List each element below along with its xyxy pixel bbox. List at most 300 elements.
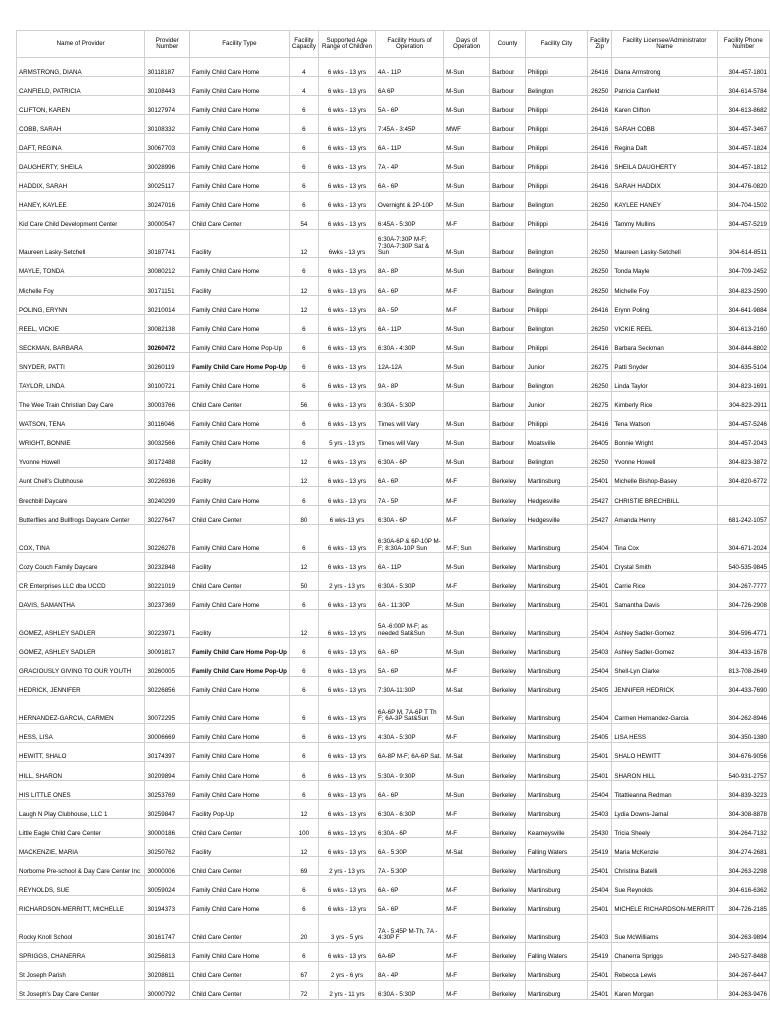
cell-licensee: Karen Clifton bbox=[612, 96, 717, 115]
cell-capacity: 6 bbox=[289, 315, 318, 334]
cell-zip: 26416 bbox=[588, 296, 612, 315]
cell-days: M-Sun bbox=[444, 761, 490, 780]
cell-days: M-Sun bbox=[444, 191, 490, 210]
cell-capacity: 4 bbox=[289, 58, 318, 77]
cell-provider-number: 30000186 bbox=[145, 819, 190, 838]
cell-days: M-F bbox=[444, 723, 490, 742]
cell-capacity: 6 bbox=[289, 876, 318, 895]
cell-provider-name: Kid Care Child Development Center bbox=[17, 210, 145, 229]
cell-days: M-Sun bbox=[444, 781, 490, 800]
cell-hours: Times will Vary bbox=[376, 410, 444, 429]
cell-zip: 25401 bbox=[588, 761, 612, 780]
cell-capacity: 12 bbox=[289, 448, 318, 467]
cell-days: M-Sun bbox=[444, 153, 490, 172]
cell-licensee: Sue Reynolds bbox=[612, 876, 717, 895]
cell-hours: 6:30A - 6P bbox=[376, 819, 444, 838]
cell-phone: 304-264-7132 bbox=[717, 819, 769, 838]
cell-facility-type: Family Child Care Home Pop-Up bbox=[189, 657, 289, 676]
table-row bbox=[17, 591, 770, 610]
cell-capacity: 6 bbox=[289, 353, 318, 372]
cell-phone: 304-263-9476 bbox=[717, 980, 769, 999]
cell-facility-type: Family Child Care Home bbox=[189, 761, 289, 780]
cell-provider-number: 30000547 bbox=[145, 210, 190, 229]
cell-provider-number: 30072295 bbox=[145, 695, 190, 723]
cell-provider-number: 30260119 bbox=[145, 353, 190, 372]
cell-hours: 6:30A - 6:30P bbox=[376, 800, 444, 819]
cell-city: Martinsburg bbox=[525, 742, 587, 761]
cell-county: Berkeley bbox=[490, 838, 526, 857]
cell-licensee: Shell-Lyn Clarke bbox=[612, 657, 717, 676]
table-row bbox=[17, 819, 770, 838]
cell-facility-type: Family Child Care Home bbox=[189, 134, 289, 153]
cell-provider-number: 30116046 bbox=[145, 410, 190, 429]
cell-capacity: 6 bbox=[289, 134, 318, 153]
cell-provider-number: 30227647 bbox=[145, 506, 190, 525]
cell-city: Belington bbox=[525, 257, 587, 276]
cell-hours: 6A - 6P bbox=[376, 276, 444, 295]
cell-licensee: Lydia Downs-Jamal bbox=[612, 800, 717, 819]
cell-licensee: Tina Cox bbox=[612, 525, 717, 553]
cell-city: Martinsburg bbox=[525, 657, 587, 676]
cell-facility-type: Child Care Center bbox=[189, 572, 289, 591]
cell-provider-number: 30260472 bbox=[145, 334, 190, 353]
col-header-provider-number: Provider Number bbox=[145, 31, 190, 58]
cell-provider-name: GOMEZ, ASHLEY SADLER bbox=[17, 638, 145, 657]
col-header-hours: Facility Hours of Operation bbox=[376, 31, 444, 58]
cell-facility-type: Child Care Center bbox=[189, 914, 289, 942]
cell-licensee: Tonda Mayle bbox=[612, 257, 717, 276]
cell-capacity: 67 bbox=[289, 961, 318, 980]
cell-licensee: Regina Daft bbox=[612, 134, 717, 153]
cell-hours: 6:30A - 4:30P bbox=[376, 334, 444, 353]
cell-city: Philippi bbox=[525, 134, 587, 153]
cell-city: Martinsburg bbox=[525, 761, 587, 780]
cell-age-range: 6 wks - 13 yrs bbox=[318, 695, 375, 723]
cell-capacity: 6 bbox=[289, 410, 318, 429]
cell-city: Martinsburg bbox=[525, 638, 587, 657]
cell-phone: 304-274-2681 bbox=[717, 838, 769, 857]
table-row bbox=[17, 638, 770, 657]
cell-hours: 6A - 11P bbox=[376, 315, 444, 334]
cell-provider-number: 30000006 bbox=[145, 857, 190, 876]
cell-provider-number: 30003766 bbox=[145, 391, 190, 410]
cell-zip: 25403 bbox=[588, 800, 612, 819]
cell-phone: 304-844-8802 bbox=[717, 334, 769, 353]
table-row bbox=[17, 742, 770, 761]
cell-capacity: 6 bbox=[289, 191, 318, 210]
cell-hours: 6:30A - 5:30P bbox=[376, 391, 444, 410]
cell-licensee: LISA HESS bbox=[612, 723, 717, 742]
table-row bbox=[17, 800, 770, 819]
cell-age-range: 6 wks - 13 yrs bbox=[318, 591, 375, 610]
cell-county: Berkeley bbox=[490, 506, 526, 525]
cell-capacity: 80 bbox=[289, 506, 318, 525]
cell-days: M-Sun bbox=[444, 448, 490, 467]
cell-provider-number: 30223971 bbox=[145, 610, 190, 638]
cell-days: M-Sun bbox=[444, 610, 490, 638]
cell-licensee: SHEILA DAUGHERTY bbox=[612, 153, 717, 172]
cell-phone: 304-267-6447 bbox=[717, 961, 769, 980]
cell-zip: 25401 bbox=[588, 961, 612, 980]
cell-phone: 304-823-3872 bbox=[717, 448, 769, 467]
cell-city: Martinsburg bbox=[525, 800, 587, 819]
cell-age-range: 6 wks - 13 yrs bbox=[318, 58, 375, 77]
cell-facility-type: Family Child Care Home bbox=[189, 591, 289, 610]
cell-age-range: 6 wks-13 yrs bbox=[318, 506, 375, 525]
cell-days: M-F bbox=[444, 942, 490, 961]
cell-city: Martinsburg bbox=[525, 591, 587, 610]
cell-hours: 7:45A - 3:45P bbox=[376, 115, 444, 134]
cell-provider-number: 30260005 bbox=[145, 657, 190, 676]
cell-provider-name: Laugh N Play Clubhouse, LLC 1 bbox=[17, 800, 145, 819]
cell-facility-type: Family Child Care Home bbox=[189, 315, 289, 334]
cell-county: Berkeley bbox=[490, 657, 526, 676]
cell-county: Berkeley bbox=[490, 553, 526, 572]
cell-provider-number: 30032566 bbox=[145, 429, 190, 448]
col-header-licensee: Facility Licensee/Administrator Name bbox=[612, 31, 717, 58]
cell-licensee: Amanda Henry bbox=[612, 506, 717, 525]
cell-capacity: 12 bbox=[289, 276, 318, 295]
cell-provider-number: 30187741 bbox=[145, 229, 190, 257]
cell-city: Kearneysville bbox=[525, 819, 587, 838]
cell-licensee: SHALO HEWITT bbox=[612, 742, 717, 761]
cell-provider-name: POLING, ERYNN bbox=[17, 296, 145, 315]
cell-provider-name: CANFIELD, PATRICIA bbox=[17, 77, 145, 96]
table-row bbox=[17, 191, 770, 210]
cell-hours: 6A - 5:30P bbox=[376, 838, 444, 857]
cell-days: M-F bbox=[444, 467, 490, 486]
cell-licensee: Titattieanna Redman bbox=[612, 781, 717, 800]
cell-zip: 25401 bbox=[588, 980, 612, 999]
table-row bbox=[17, 857, 770, 876]
table-row bbox=[17, 942, 770, 961]
cell-age-range: 6 wks - 13 yrs bbox=[318, 191, 375, 210]
table-row bbox=[17, 980, 770, 999]
cell-county: Barbour bbox=[490, 372, 526, 391]
cell-age-range: 6 wks - 13 yrs bbox=[318, 115, 375, 134]
cell-capacity: 54 bbox=[289, 210, 318, 229]
cell-county: Berkeley bbox=[490, 914, 526, 942]
cell-days: M-Sun bbox=[444, 96, 490, 115]
table-row bbox=[17, 761, 770, 780]
cell-hours: 8A - 5P bbox=[376, 296, 444, 315]
cell-provider-number: 30208611 bbox=[145, 961, 190, 980]
cell-facility-type: Family Child Care Home Pop-Up bbox=[189, 353, 289, 372]
cell-county: Barbour bbox=[490, 429, 526, 448]
cell-zip: 26416 bbox=[588, 153, 612, 172]
cell-provider-name: The Wee Train Christian Day Care bbox=[17, 391, 145, 410]
table-row bbox=[17, 895, 770, 914]
cell-phone: 540-535-9845 bbox=[717, 553, 769, 572]
cell-city: Philippi bbox=[525, 172, 587, 191]
cell-zip: 25401 bbox=[588, 857, 612, 876]
cell-capacity: 6 bbox=[289, 486, 318, 505]
cell-age-range: 6 wks - 13 yrs bbox=[318, 895, 375, 914]
cell-capacity: 6 bbox=[289, 334, 318, 353]
cell-city: Philippi bbox=[525, 153, 587, 172]
cell-licensee: Ashley Sadler-Gomez bbox=[612, 638, 717, 657]
cell-provider-number: 30250762 bbox=[145, 838, 190, 857]
cell-zip: 26250 bbox=[588, 191, 612, 210]
cell-hours: 6A - 6P bbox=[376, 467, 444, 486]
cell-county: Barbour bbox=[490, 257, 526, 276]
table-row bbox=[17, 77, 770, 96]
cell-phone bbox=[717, 486, 769, 505]
cell-phone: 304-263-2298 bbox=[717, 857, 769, 876]
cell-facility-type: Family Child Care Home bbox=[189, 58, 289, 77]
cell-facility-type: Family Child Care Home bbox=[189, 742, 289, 761]
cell-age-range: 6 wks - 13 yrs bbox=[318, 172, 375, 191]
cell-provider-number: 30221019 bbox=[145, 572, 190, 591]
cell-licensee: SARAH HADDIX bbox=[612, 172, 717, 191]
cell-hours: 6A 6P bbox=[376, 77, 444, 96]
cell-city: Martinsburg bbox=[525, 723, 587, 742]
cell-age-range: 6 wks - 13 yrs bbox=[318, 676, 375, 695]
cell-licensee: Crystal Smith bbox=[612, 553, 717, 572]
cell-zip: 26416 bbox=[588, 58, 612, 77]
cell-county: Berkeley bbox=[490, 525, 526, 553]
cell-facility-type: Child Care Center bbox=[189, 961, 289, 980]
table-row bbox=[17, 838, 770, 857]
cell-days: M-Sun bbox=[444, 134, 490, 153]
cell-county: Barbour bbox=[490, 191, 526, 210]
cell-days: M-F bbox=[444, 895, 490, 914]
cell-provider-number: 30059024 bbox=[145, 876, 190, 895]
cell-hours: 6A-8P M-F; 6A-6P Sat. bbox=[376, 742, 444, 761]
cell-days: M-Sun bbox=[444, 638, 490, 657]
cell-provider-name: DAVIS, SAMANTHA bbox=[17, 591, 145, 610]
cell-capacity: 6 bbox=[289, 525, 318, 553]
table-row bbox=[17, 372, 770, 391]
cell-capacity: 6 bbox=[289, 153, 318, 172]
cell-licensee: Rebecca Lewis bbox=[612, 961, 717, 980]
cell-zip: 25405 bbox=[588, 676, 612, 695]
cell-provider-name: HANEY, KAYLEE bbox=[17, 191, 145, 210]
cell-county: Berkeley bbox=[490, 723, 526, 742]
cell-provider-name: COX, TINA bbox=[17, 525, 145, 553]
cell-facility-type: Family Child Care Home bbox=[189, 723, 289, 742]
cell-phone: 304-457-1801 bbox=[717, 58, 769, 77]
cell-city: Belington bbox=[525, 315, 587, 334]
cell-phone: 304-476-0820 bbox=[717, 172, 769, 191]
cell-days: M-Sun bbox=[444, 553, 490, 572]
cell-provider-name: DAFT, REGINA bbox=[17, 134, 145, 153]
cell-licensee: Patricia Canfield bbox=[612, 77, 717, 96]
cell-age-range: 6 wks - 13 yrs bbox=[318, 296, 375, 315]
cell-provider-number: 30174397 bbox=[145, 742, 190, 761]
cell-zip: 26250 bbox=[588, 77, 612, 96]
table-row bbox=[17, 525, 770, 553]
cell-facility-type: Facility bbox=[189, 229, 289, 257]
cell-provider-name: HERNANDEZ-GARCIA, CARMEN bbox=[17, 695, 145, 723]
col-header-city: Facility City bbox=[525, 31, 587, 58]
cell-provider-number: 30240299 bbox=[145, 486, 190, 505]
cell-provider-number: 30127974 bbox=[145, 96, 190, 115]
cell-city: Hedgesville bbox=[525, 486, 587, 505]
cell-facility-type: Family Child Care Home Pop-Up bbox=[189, 638, 289, 657]
cell-facility-type: Family Child Care Home bbox=[189, 153, 289, 172]
cell-county: Barbour bbox=[490, 229, 526, 257]
cell-city: Martinsburg bbox=[525, 572, 587, 591]
cell-county: Berkeley bbox=[490, 486, 526, 505]
cell-facility-type: Family Child Care Home bbox=[189, 296, 289, 315]
cell-county: Barbour bbox=[490, 96, 526, 115]
cell-phone: 304-350-1380 bbox=[717, 723, 769, 742]
cell-phone: 304-704-1502 bbox=[717, 191, 769, 210]
cell-licensee: CHRISTIE BRECHBILL bbox=[612, 486, 717, 505]
cell-licensee: Michelle Bishop-Basey bbox=[612, 467, 717, 486]
cell-provider-name: HESS, LISA bbox=[17, 723, 145, 742]
cell-days: M-Sun bbox=[444, 353, 490, 372]
cell-provider-number: 30080212 bbox=[145, 257, 190, 276]
cell-provider-name: HILL, SHARON bbox=[17, 761, 145, 780]
table-row bbox=[17, 96, 770, 115]
cell-hours: 6:30A-6P & 6P-10P M-F; 8:30A-10P Sun bbox=[376, 525, 444, 553]
cell-provider-name: WATSON, TENA bbox=[17, 410, 145, 429]
cell-licensee: KAYLEE HANEY bbox=[612, 191, 717, 210]
table-row bbox=[17, 229, 770, 257]
cell-days: M-Sat bbox=[444, 676, 490, 695]
cell-hours: 6A - 6P bbox=[376, 172, 444, 191]
cell-county: Barbour bbox=[490, 210, 526, 229]
cell-age-range: 2 yrs - 13 yrs bbox=[318, 572, 375, 591]
col-header-phone: Facility Phone Number bbox=[717, 31, 769, 58]
cell-capacity: 6 bbox=[289, 638, 318, 657]
cell-zip: 25427 bbox=[588, 486, 612, 505]
cell-facility-type: Family Child Care Home bbox=[189, 525, 289, 553]
cell-provider-name: GRACIOUSLY GIVING TO OUR YOUTH bbox=[17, 657, 145, 676]
cell-zip: 25427 bbox=[588, 506, 612, 525]
cell-age-range: 6 wks - 13 yrs bbox=[318, 257, 375, 276]
cell-zip: 25403 bbox=[588, 638, 612, 657]
cell-phone: 681-242-1057 bbox=[717, 506, 769, 525]
cell-city: Martinsburg bbox=[525, 876, 587, 895]
cell-days: M-F bbox=[444, 486, 490, 505]
cell-capacity: 6 bbox=[289, 742, 318, 761]
cell-provider-number: 30171151 bbox=[145, 276, 190, 295]
cell-age-range: 6 wks - 13 yrs bbox=[318, 781, 375, 800]
cell-age-range: 6 wks - 13 yrs bbox=[318, 276, 375, 295]
cell-city: Moatsville bbox=[525, 429, 587, 448]
cell-provider-name: Norborne Pre-school & Day Care Center Inc bbox=[17, 857, 145, 876]
cell-hours: Overnight & 2P-10P bbox=[376, 191, 444, 210]
cell-zip: 25401 bbox=[588, 572, 612, 591]
cell-capacity: 6 bbox=[289, 895, 318, 914]
cell-licensee: Tena Watson bbox=[612, 410, 717, 429]
cell-phone: 304-671-2024 bbox=[717, 525, 769, 553]
cell-city: Martinsburg bbox=[525, 980, 587, 999]
cell-provider-number: 30226936 bbox=[145, 467, 190, 486]
cell-county: Barbour bbox=[490, 334, 526, 353]
cell-age-range: 6 wks - 13 yrs bbox=[318, 153, 375, 172]
cell-hours: 6:45A - 5:30P bbox=[376, 210, 444, 229]
cell-hours: Times will Vary bbox=[376, 429, 444, 448]
cell-provider-name: Aunt Chell's Clubhouse bbox=[17, 467, 145, 486]
cell-hours: 6:30A - 6P bbox=[376, 448, 444, 467]
table-row bbox=[17, 334, 770, 353]
cell-days bbox=[444, 857, 490, 876]
cell-county: Berkeley bbox=[490, 819, 526, 838]
table-row bbox=[17, 486, 770, 505]
cell-provider-number: 30100721 bbox=[145, 372, 190, 391]
cell-phone: 304-308-8878 bbox=[717, 800, 769, 819]
cell-city: Junior bbox=[525, 353, 587, 372]
cell-facility-type: Family Child Care Home bbox=[189, 895, 289, 914]
cell-county: Berkeley bbox=[490, 591, 526, 610]
cell-facility-type: Family Child Care Home bbox=[189, 172, 289, 191]
cell-provider-number: 30082138 bbox=[145, 315, 190, 334]
cell-provider-name: ARMSTRONG, DIANA bbox=[17, 58, 145, 77]
cell-age-range: 6 wks - 13 yrs bbox=[318, 610, 375, 638]
cell-days: M-Sat bbox=[444, 838, 490, 857]
cell-zip: 25405 bbox=[588, 723, 612, 742]
cell-facility-type: Facility Pop-Up bbox=[189, 800, 289, 819]
cell-provider-name: Michelle Foy bbox=[17, 276, 145, 295]
cell-days: M-Sun bbox=[444, 372, 490, 391]
cell-provider-number: 30108332 bbox=[145, 115, 190, 134]
cell-days: M-Sun bbox=[444, 77, 490, 96]
cell-capacity: 6 bbox=[289, 781, 318, 800]
cell-age-range: 6wks - 13 yrs bbox=[318, 229, 375, 257]
cell-provider-name: DAUGHERTY, SHEILA bbox=[17, 153, 145, 172]
cell-licensee: Carmen Hernandez-Garcia bbox=[612, 695, 717, 723]
cell-provider-name: MAYLE, TONDA bbox=[17, 257, 145, 276]
cell-days: M-Sun bbox=[444, 315, 490, 334]
cell-county: Berkeley bbox=[490, 467, 526, 486]
table-row bbox=[17, 410, 770, 429]
cell-hours: 5:30A - 9:30P bbox=[376, 761, 444, 780]
cell-facility-type: Child Care Center bbox=[189, 857, 289, 876]
cell-days: M-Sun bbox=[444, 172, 490, 191]
cell-capacity: 50 bbox=[289, 572, 318, 591]
cell-facility-type: Family Child Care Home bbox=[189, 695, 289, 723]
table-row bbox=[17, 676, 770, 695]
cell-provider-number: 30118187 bbox=[145, 58, 190, 77]
cell-capacity: 6 bbox=[289, 257, 318, 276]
cell-hours: 6:30A - 5:30P bbox=[376, 980, 444, 999]
table-row bbox=[17, 572, 770, 591]
cell-provider-name: WRIGHT, BONNIE bbox=[17, 429, 145, 448]
cell-phone: 304-823-1691 bbox=[717, 372, 769, 391]
cell-hours: 5A - 6P bbox=[376, 895, 444, 914]
cell-zip: 25401 bbox=[588, 553, 612, 572]
cell-provider-number: 30172488 bbox=[145, 448, 190, 467]
cell-facility-type: Family Child Care Home bbox=[189, 429, 289, 448]
cell-days: M-Sun bbox=[444, 695, 490, 723]
cell-city: Philippi bbox=[525, 210, 587, 229]
cell-licensee: Tricia Sheely bbox=[612, 819, 717, 838]
cell-provider-name: RICHARDSON-MERRITT, MICHELLE bbox=[17, 895, 145, 914]
cell-age-range: 6 wks - 13 yrs bbox=[318, 638, 375, 657]
cell-phone: 304-457-2043 bbox=[717, 429, 769, 448]
cell-days: M-F bbox=[444, 980, 490, 999]
cell-phone: 240-527-8488 bbox=[717, 942, 769, 961]
cell-licensee: Carrie Rice bbox=[612, 572, 717, 591]
cell-days: M-F bbox=[444, 506, 490, 525]
cell-days: M-Sun bbox=[444, 334, 490, 353]
table-row bbox=[17, 315, 770, 334]
cell-provider-name: Cozy Couch Family Daycare bbox=[17, 553, 145, 572]
table-row bbox=[17, 876, 770, 895]
cell-zip: 26250 bbox=[588, 315, 612, 334]
cell-zip: 25401 bbox=[588, 467, 612, 486]
cell-days: MWF bbox=[444, 115, 490, 134]
table-row bbox=[17, 467, 770, 486]
cell-age-range: 6 wks - 13 yrs bbox=[318, 77, 375, 96]
cell-age-range: 6 wks - 13 yrs bbox=[318, 723, 375, 742]
cell-phone: 304-709-2452 bbox=[717, 257, 769, 276]
cell-days: M-Sun bbox=[444, 229, 490, 257]
